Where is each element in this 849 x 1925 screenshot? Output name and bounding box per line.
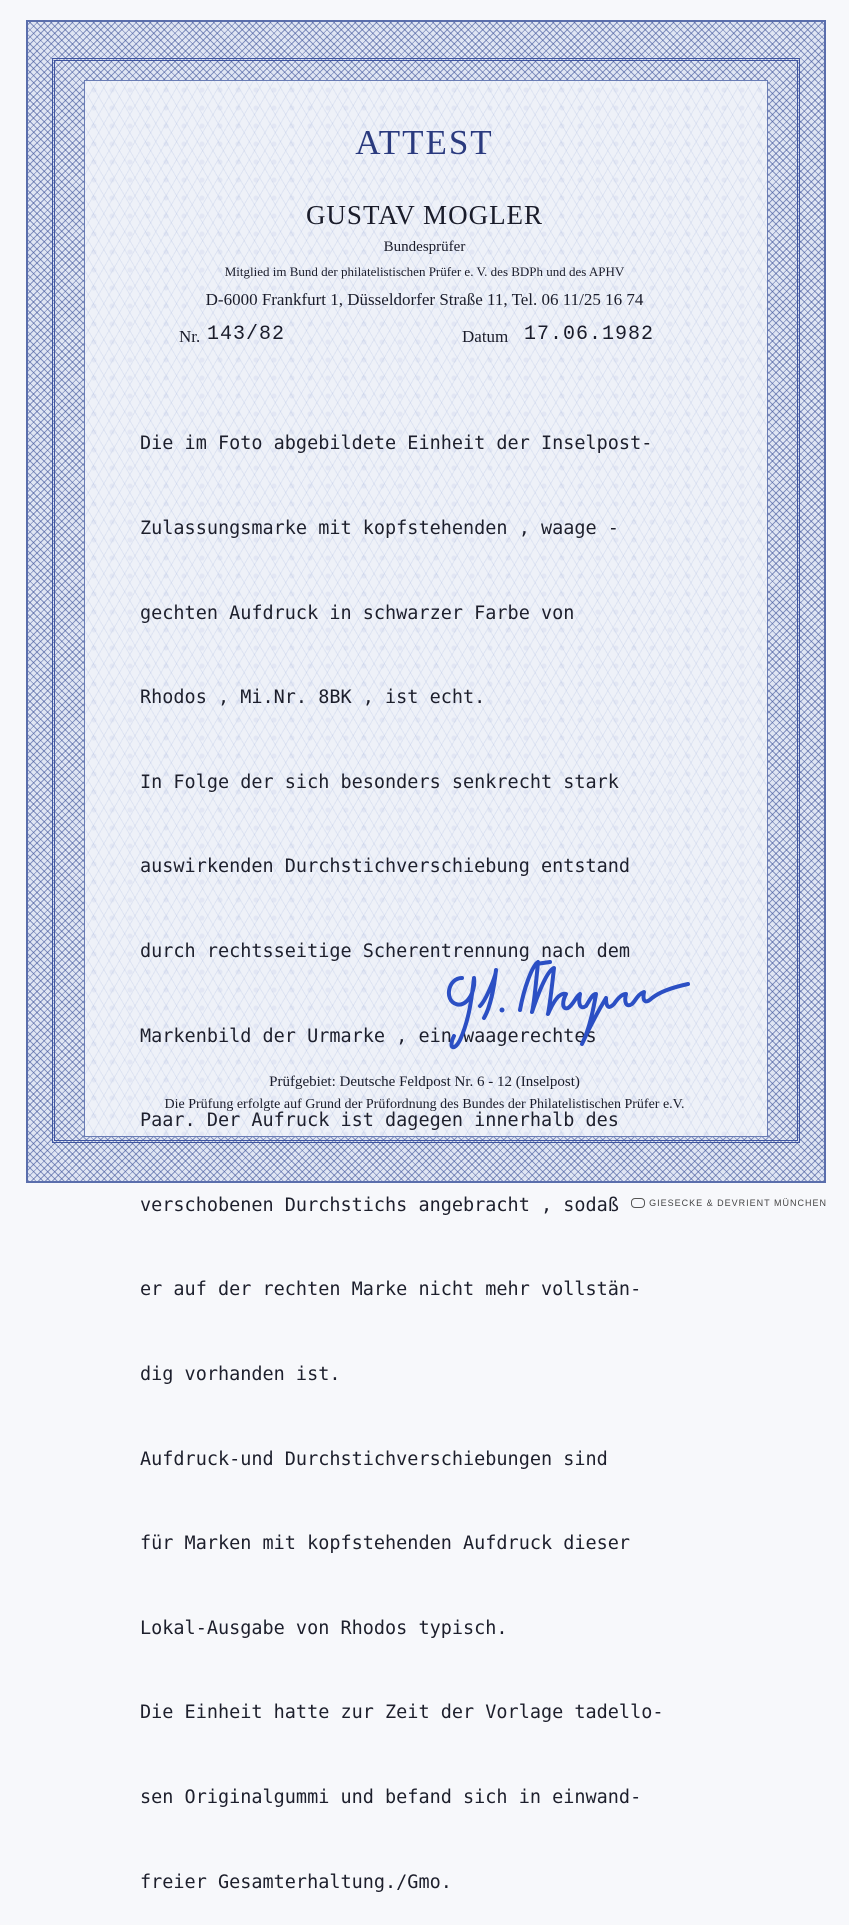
- number-label: Nr.: [179, 327, 201, 346]
- body-line: Die im Foto abgebildete Einheit der Inselpost-: [140, 433, 653, 455]
- printer-name: GIESECKE & DEVRIENT MÜNCHEN: [649, 1198, 827, 1208]
- certificate-title: ATTEST: [355, 123, 494, 162]
- printer-logo-icon: [631, 1198, 645, 1208]
- body-line: Rhodos , Mi.Nr. 8BK , ist echt.: [140, 687, 486, 709]
- body-line: für Marken mit kopfstehenden Aufdruck dieser: [140, 1533, 631, 1555]
- body-line: Lokal-Ausgabe von Rhodos typisch.: [140, 1617, 508, 1639]
- examiner-role: Bundesprüfer: [383, 239, 466, 255]
- body-line: dig vorhanden ist.: [140, 1363, 341, 1385]
- printer-imprint: [631, 1198, 827, 1208]
- body-line: In Folge der sich besonders senkrecht stark: [140, 771, 619, 793]
- body-line: durch rechtsseitige Scherentrennung nach dem: [140, 940, 631, 962]
- certificate-number: 143/82: [207, 323, 286, 346]
- examiner-name: GUSTAV MOGLER: [305, 200, 544, 230]
- body-line: auswirkenden Durchstichverschiebung entstand: [140, 856, 631, 878]
- body-line: Markenbild der Urmarke , ein waagerechtes: [140, 1025, 597, 1047]
- address-line: D-6000 Frankfurt 1, Düsseldorfer Straße 11, Tel. 06 11/25 16 74: [205, 290, 644, 309]
- body-line: sen Originalgummi und befand sich in einwand-: [140, 1786, 642, 1808]
- membership-line: Mitglied im Bund der philatelistischen Prüfer e. V. des BDPh und des APHV: [224, 264, 625, 279]
- body-line: Die Einheit hatte zur Zeit der Vorlage tadello-: [140, 1702, 664, 1724]
- body-line: freier Gesamterhaltung./Gmo.: [140, 1871, 452, 1893]
- handwritten-signature: [440, 948, 700, 1058]
- date-label: Datum: [462, 327, 509, 346]
- certificate-body: [140, 374, 740, 1925]
- examination-scope: Prüfgebiet: Deutsche Feldpost Nr. 6 - 12 (Inselpost): [269, 1074, 580, 1090]
- body-line: Aufdruck-und Durchstichverschiebungen sind: [140, 1448, 608, 1470]
- certificate-date: 17.06.1982: [524, 323, 655, 346]
- body-line: gechten Aufdruck in schwarzer Farbe von: [140, 602, 575, 624]
- body-line: Zulassungsmarke mit kopfstehenden , waage -: [140, 518, 619, 539]
- body-line: er auf der rechten Marke nicht mehr vollstän-: [140, 1279, 642, 1301]
- body-line: verschobenen Durchstichs angebracht , sodaß: [140, 1194, 619, 1216]
- examination-regulation: Die Prüfung erfolgte auf Grund der Prüfordnung des Bundes der Philatelistischen Prüfer e.V.: [164, 1097, 685, 1112]
- body-line: Paar. Der Aufruck ist dagegen innerhalb des: [140, 1110, 619, 1132]
